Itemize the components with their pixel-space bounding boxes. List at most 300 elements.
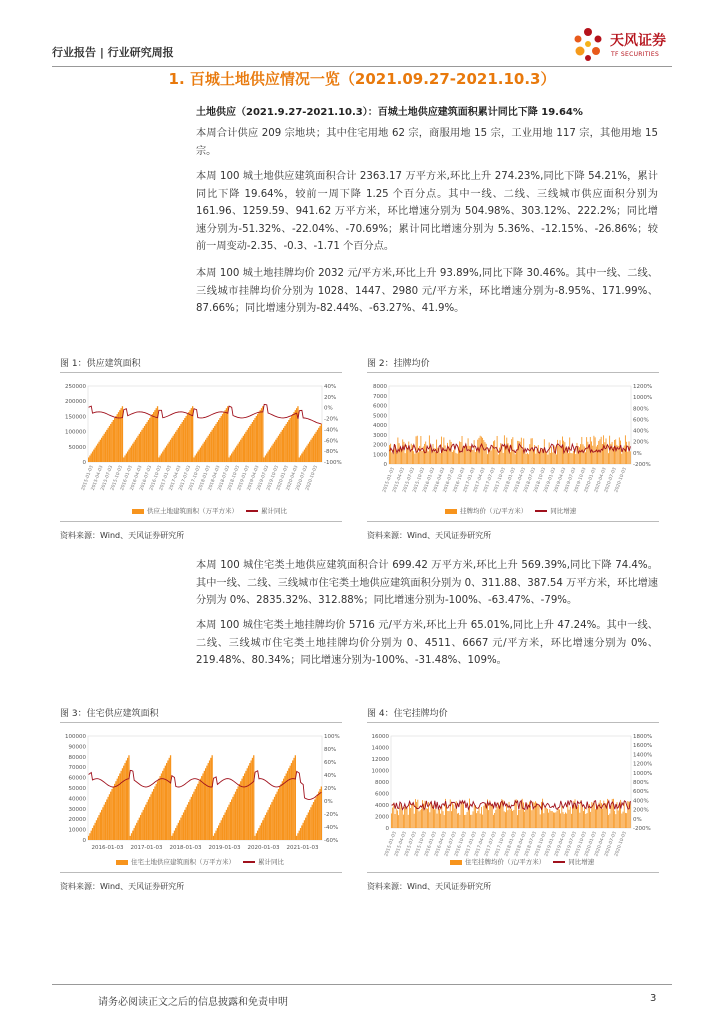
bar: [175, 432, 176, 462]
bar: [100, 440, 101, 462]
bar: [196, 786, 197, 840]
bar: [469, 799, 470, 828]
bar: [97, 444, 98, 462]
bar: [440, 453, 441, 464]
y-right-tick-label: -20%: [324, 416, 339, 423]
x-tick-label: 2015-01-03: [384, 830, 398, 858]
bar: [452, 452, 453, 464]
x-tick-label: 2016-07-03: [444, 830, 458, 858]
bar: [191, 797, 192, 840]
bar: [418, 452, 419, 464]
bar: [303, 452, 304, 462]
y-left-tick-label: 100000: [65, 429, 86, 436]
y-right-tick-label: 0%: [324, 799, 333, 805]
bar: [269, 807, 270, 840]
bar: [200, 779, 201, 840]
bar: [108, 428, 109, 462]
x-tick-label: 2019-01-03: [208, 845, 241, 851]
bar: [583, 811, 584, 828]
bar: [450, 799, 451, 828]
y-left-tick-label: 50000: [68, 444, 86, 451]
bar: [465, 445, 466, 464]
x-tick-label: 2016-01-03: [422, 466, 437, 494]
bar: [108, 797, 109, 840]
bar: [488, 810, 489, 828]
figure-1-title: 图 1：供应建筑面积: [60, 359, 141, 369]
x-tick-label: 2020-07-03: [295, 464, 310, 492]
bar: [391, 452, 392, 464]
bar: [504, 435, 505, 464]
bar: [270, 805, 271, 840]
bar: [221, 416, 222, 462]
bar: [401, 803, 402, 828]
bar: [175, 828, 176, 840]
y-right-tick-label: 60%: [324, 760, 337, 766]
x-tick-label: 2017-04-03: [168, 464, 183, 492]
figure-4-title: 图 4：住宅挂牌均价: [367, 709, 448, 719]
bar: [308, 812, 309, 840]
bar: [557, 811, 558, 828]
chart-3-legend-bar: 住宅土地供应建筑面积（万平方米）: [131, 858, 235, 866]
bar: [217, 828, 218, 840]
bar: [517, 441, 518, 464]
bar: [286, 773, 287, 840]
bar: [413, 802, 414, 828]
bar: [495, 810, 496, 828]
bar: [195, 789, 196, 840]
bar: [275, 440, 276, 462]
bar: [204, 442, 205, 462]
bar: [258, 828, 259, 840]
bar: [422, 451, 423, 464]
bar: [238, 786, 239, 840]
bar: [321, 786, 322, 840]
bar: [162, 452, 163, 462]
y-left-tick-label: 70000: [68, 765, 86, 772]
bar: [318, 792, 319, 840]
figure-1-divider: [60, 372, 342, 373]
bar: [501, 799, 502, 828]
x-tick-label: 2015-04-03: [394, 830, 408, 858]
bar: [102, 436, 103, 462]
bar: [461, 803, 462, 828]
bar: [212, 430, 213, 462]
bar: [510, 809, 511, 828]
bar: [301, 825, 302, 840]
bar: [548, 813, 549, 828]
y-right-tick-label: 1800%: [633, 734, 653, 740]
bar: [404, 442, 405, 464]
x-tick-label: 2020-04-03: [285, 464, 300, 492]
bar: [205, 768, 206, 840]
bar: [264, 818, 265, 840]
bar: [93, 825, 94, 840]
bar: [290, 418, 291, 462]
bar: [397, 810, 398, 828]
x-tick-label: 2018-10-03: [227, 464, 242, 492]
bar: [277, 792, 278, 840]
y-left-tick-label: 30000: [68, 806, 86, 813]
y-right-tick-label: 0%: [633, 450, 642, 457]
bar: [318, 428, 319, 462]
bar: [453, 805, 454, 828]
x-tick-label: 2015-01-03: [382, 466, 396, 494]
x-tick-label: 2020-04-03: [594, 466, 608, 494]
bar: [475, 805, 476, 828]
bar: [227, 406, 228, 462]
y-left-tick-label: 8000: [375, 780, 389, 786]
bar: [477, 440, 478, 464]
bar: [280, 784, 281, 840]
bar: [537, 804, 538, 828]
bar: [274, 442, 275, 462]
bar: [540, 814, 541, 828]
bar: [481, 437, 482, 464]
bar: [627, 801, 628, 828]
bar: [445, 445, 446, 464]
bar: [630, 451, 631, 464]
bar: [115, 781, 116, 840]
bar: [114, 784, 115, 840]
y-left-tick-label: 14000: [371, 745, 389, 752]
bar: [589, 804, 590, 828]
bar: [625, 813, 626, 828]
bar: [469, 446, 470, 464]
bar: [122, 768, 123, 840]
bar: [101, 810, 102, 840]
bar: [231, 799, 232, 840]
bar: [239, 442, 240, 462]
bar: [522, 450, 523, 464]
x-tick-label: 2015-07-03: [402, 466, 417, 494]
bar: [223, 815, 224, 840]
x-tick-label: 2018-07-03: [523, 466, 538, 494]
bar: [110, 424, 111, 462]
bar: [498, 455, 499, 464]
y-left-tick-label: 200000: [65, 399, 86, 406]
bar: [251, 424, 252, 462]
bar: [548, 455, 549, 464]
y-right-tick-label: 0%: [324, 405, 333, 412]
bar: [502, 446, 503, 464]
bar: [178, 823, 179, 840]
bar: [543, 813, 544, 828]
x-tick-label: 2017-01-03: [159, 464, 173, 492]
bar: [183, 420, 184, 462]
bar: [104, 805, 105, 840]
bar: [602, 809, 603, 828]
bar: [234, 450, 235, 462]
bar: [121, 771, 122, 840]
bar: [414, 814, 415, 828]
bar: [494, 440, 495, 464]
y-right-tick-label: 20%: [324, 394, 337, 401]
bar: [539, 453, 540, 464]
bar: [148, 799, 149, 840]
bar: [202, 444, 203, 462]
bar: [131, 833, 132, 840]
bar: [536, 803, 537, 828]
paragraph-4: 本周 100 城住宅类土地供应建筑面积合计 699.42 万平方米,环比上升 569.39%,同比下降 74.4%。其中一线、二线、三线城市住宅类土地供应建筑面积分别为 0、311.88、387.54 万平方米，环比增速分别为 0%、2835.32%、312.88%；同比增速分别为-100%、-63.47%、-79%。: [196, 560, 658, 606]
bar: [206, 438, 207, 462]
bar: [481, 807, 482, 828]
bar: [473, 811, 474, 828]
x-tick-label: 2017-01-03: [464, 830, 478, 858]
bar: [293, 758, 294, 840]
bar: [187, 414, 188, 462]
bar: [471, 815, 472, 828]
bar: [531, 438, 532, 464]
x-tick-label: 2016-07-03: [442, 466, 457, 494]
bar: [619, 437, 620, 464]
y-left-tick-label: 1000: [373, 452, 387, 459]
bar: [291, 763, 292, 840]
bar: [176, 825, 177, 840]
bar: [417, 800, 418, 828]
bar: [561, 804, 562, 828]
x-tick-label: 2016-10-03: [149, 464, 164, 492]
bar: [126, 453, 127, 462]
sub-title: 土地供应（2021.9.27-2021.10.3）：百城土地供应建筑面积累计同比下降 19.64%: [196, 107, 583, 118]
y-left-tick-label: 150000: [65, 414, 86, 421]
bar: [296, 836, 297, 840]
x-tick-label: 2019-10-03: [266, 464, 281, 492]
bar: [419, 811, 420, 828]
y-left-tick-label: 50000: [68, 786, 86, 792]
bar: [284, 426, 285, 462]
bar: [179, 820, 180, 840]
y-left-tick-label: 4000: [373, 423, 387, 429]
chart-1-legend-bar: 供应土地建筑面积（万平方米）: [147, 507, 238, 515]
bar: [549, 809, 550, 828]
bar: [477, 811, 478, 828]
bar: [240, 781, 241, 840]
x-tick-label: 2018-07-03: [217, 464, 232, 492]
bar: [174, 831, 175, 840]
bar: [149, 418, 150, 462]
bar: [306, 815, 307, 840]
bar: [583, 444, 584, 464]
bar: [124, 455, 125, 462]
bar: [236, 446, 237, 462]
bar: [415, 799, 416, 828]
chart-2-legend-bar: 挂牌均价（元/平方米）: [460, 507, 528, 515]
bar: [409, 802, 410, 828]
bar: [464, 815, 465, 828]
bar: [552, 811, 553, 828]
bar: [539, 805, 540, 828]
chart-supply-area: [58, 378, 348, 518]
x-tick-label: 2020-10-03: [305, 464, 320, 492]
x-tick-label: 2020-07-03: [604, 466, 618, 494]
bar: [173, 833, 174, 840]
bar: [109, 794, 110, 840]
bar: [132, 444, 133, 462]
bar: [627, 452, 628, 464]
bar: [449, 811, 450, 828]
bar: [447, 811, 448, 828]
x-tick-label: 2018-04-03: [513, 466, 528, 494]
figure-4-divider: [367, 722, 659, 723]
y-right-tick-label: -60%: [324, 838, 339, 844]
bar: [161, 773, 162, 840]
bar: [414, 454, 415, 464]
bar: [621, 814, 622, 828]
bar: [218, 825, 219, 840]
chart-2-legend: [445, 506, 576, 515]
bar: [312, 438, 313, 462]
bar: [152, 414, 153, 462]
bar: [160, 776, 161, 840]
bar: [600, 800, 601, 828]
bar: [555, 812, 556, 828]
bar: [513, 810, 514, 828]
bar: [560, 813, 561, 828]
bar: [587, 813, 588, 828]
y-left-tick-label: 0: [82, 460, 86, 466]
bar: [105, 802, 106, 840]
bar: [395, 814, 396, 828]
x-tick-label: 2019-04-03: [553, 466, 568, 494]
bar: [460, 442, 461, 464]
bar: [245, 432, 246, 462]
bar: [222, 818, 223, 840]
x-tick-label: 2020-10-03: [614, 830, 628, 858]
bar: [407, 450, 408, 464]
y-left-tick-label: 250000: [65, 384, 86, 390]
bar: [288, 768, 289, 840]
bar: [495, 449, 496, 464]
bar: [485, 803, 486, 828]
bar: [321, 424, 322, 462]
bar: [593, 436, 594, 464]
bar: [519, 810, 520, 828]
page-number: 3: [650, 993, 657, 1004]
bar: [264, 457, 265, 462]
bar: [571, 814, 572, 828]
y-right-tick-label: 600%: [633, 789, 649, 796]
chart-3-legend: [116, 857, 284, 866]
bar: [149, 797, 150, 840]
figure-4-bottom-divider: [367, 872, 659, 873]
bar: [305, 448, 306, 462]
bar: [526, 454, 527, 464]
bar: [593, 803, 594, 828]
bar: [530, 806, 531, 828]
bar: [314, 434, 315, 462]
bar: [515, 454, 516, 464]
bar: [139, 434, 140, 462]
bar: [405, 808, 406, 828]
figure-1-bottom-divider: [60, 521, 342, 522]
bar: [158, 457, 159, 462]
bar: [167, 760, 168, 840]
bar: [407, 806, 408, 828]
bar: [127, 452, 128, 462]
bar: [305, 818, 306, 840]
chart-listing-price: [365, 378, 661, 518]
bar: [567, 805, 568, 828]
bar: [309, 810, 310, 840]
bar: [245, 771, 246, 840]
bar: [280, 432, 281, 462]
y-left-tick-label: 8000: [373, 384, 387, 390]
bar: [492, 803, 493, 828]
bar: [626, 813, 627, 828]
footer-disclaimer: 请务必阅读正文之后的信息披露和免责申明: [98, 997, 288, 1008]
bar: [163, 450, 164, 462]
bar: [620, 441, 621, 464]
figure-2-bottom-divider: [367, 521, 659, 522]
bar: [193, 792, 194, 840]
bar: [310, 440, 311, 462]
bar: [118, 412, 119, 462]
bar: [570, 807, 571, 828]
bar: [88, 836, 89, 840]
bar: [595, 437, 596, 464]
bar: [257, 831, 258, 840]
bar: [244, 434, 245, 462]
bar: [506, 438, 507, 464]
bar: [556, 454, 557, 464]
bar: [489, 800, 490, 828]
bar: [226, 408, 227, 462]
bar: [479, 807, 480, 828]
bar: [274, 797, 275, 840]
bar: [507, 810, 508, 828]
bar: [201, 776, 202, 840]
x-tick-label: 2017-07-03: [483, 466, 497, 494]
chart-4-legend-line: 同比增速: [568, 858, 595, 866]
bar: [531, 810, 532, 828]
bar: [184, 418, 185, 462]
bar: [227, 807, 228, 840]
bar: [214, 833, 215, 840]
bar: [491, 450, 492, 464]
bar: [499, 448, 500, 464]
section-title: 1. 百城土地供应情况一览（2021.09.27-2021.10.3）: [168, 70, 556, 88]
bar: [551, 811, 552, 828]
bar: [144, 807, 145, 840]
bar: [169, 442, 170, 462]
bar: [98, 442, 99, 462]
x-tick-label: 2015-04-03: [392, 466, 407, 494]
y-right-tick-label: 400%: [633, 428, 649, 435]
bar: [389, 445, 390, 464]
bar: [225, 410, 226, 462]
y-right-tick-label: 200%: [633, 807, 649, 814]
bar: [93, 450, 94, 462]
y-right-tick-label: 1200%: [633, 761, 653, 768]
bar: [225, 812, 226, 840]
bar: [279, 434, 280, 462]
y-right-tick-label: -80%: [324, 449, 339, 456]
bar: [97, 818, 98, 840]
bar: [551, 447, 552, 464]
bar: [552, 453, 553, 464]
bar: [186, 416, 187, 462]
company-logo: [568, 24, 678, 68]
bar: [131, 446, 132, 462]
bar: [282, 430, 283, 462]
bar: [457, 454, 458, 464]
bar: [309, 442, 310, 462]
bar: [92, 828, 93, 840]
bar: [428, 451, 429, 464]
bar: [251, 760, 252, 840]
bar: [483, 806, 484, 828]
bar: [165, 448, 166, 462]
